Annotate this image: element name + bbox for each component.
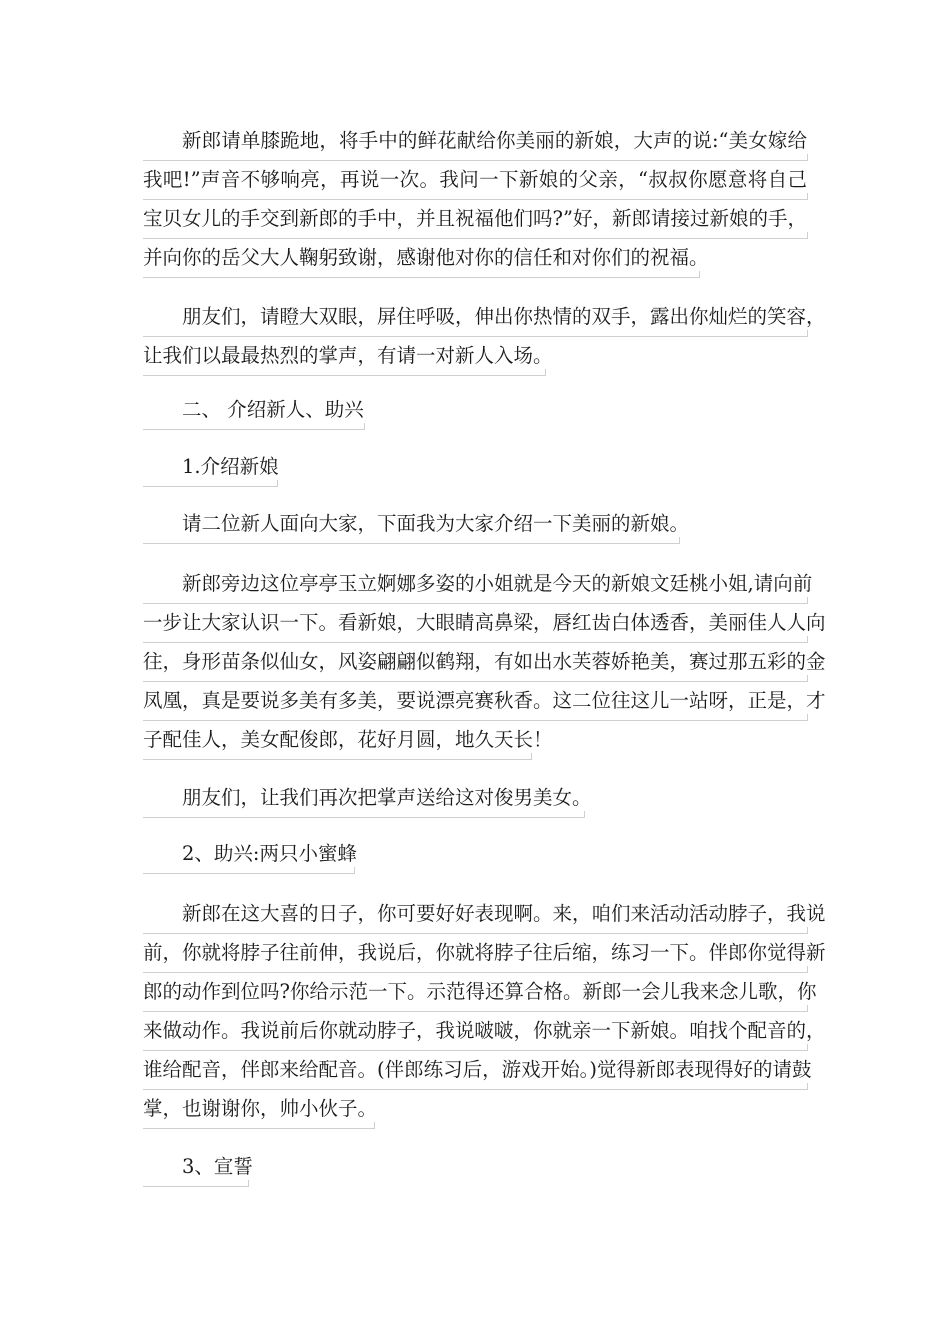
text-line: 新郎旁边这位亭亭玉立婀娜多姿的小姐就是今天的新娘文廷桃小姐,请向前 <box>143 564 807 603</box>
subsection-heading <box>143 447 807 486</box>
text-line: 3、宣誓 <box>143 1147 807 1186</box>
paragraph-bride-description <box>143 564 826 759</box>
paragraph-welcome-couple <box>143 297 826 375</box>
text-line: 谁给配音，伴郎来给配音。(伴郎练习后，游戏开始。)觉得新郎表现得好的请鼓 <box>143 1050 807 1089</box>
paragraph-kneel-flowers <box>143 121 807 277</box>
text-line: 子配佳人，美女配俊郎，花好月圆，地久天长！ <box>143 720 807 759</box>
text-line: 让我们以最最热烈的掌声，有请一对新人入场。 <box>143 336 807 375</box>
text-line: 朋友们，让我们再次把掌声送给这对俊男美女。 <box>143 778 807 817</box>
text-line: 二、 介绍新人、助兴 <box>143 390 807 429</box>
subsection-heading <box>143 1147 807 1186</box>
text-line: 来做动作。我说前后你就动脖子，我说啵啵，你就亲一下新娘。咱找个配音的， <box>143 1011 807 1050</box>
paragraph-intro-bride <box>143 504 807 543</box>
text-line: 朋友们，请瞪大双眼，屏住呼吸，伸出你热情的双手，露出你灿烂的笑容， <box>143 297 807 336</box>
text-line: 宝贝女儿的手交到新郎的手中，并且祝福他们吗?”好，新郎请接过新娘的手， <box>143 199 807 238</box>
text-line: 凤凰，真是要说多美有多美，要说漂亮赛秋香。这二位往这儿一站呀，正是，才 <box>143 681 807 720</box>
text-line: 往，身形苗条似仙女，风姿翩翩似鹤翔，有如出水芙蓉娇艳美，赛过那五彩的金 <box>143 642 807 681</box>
text-line: 请二位新人面向大家，下面我为大家介绍一下美丽的新娘。 <box>143 504 807 543</box>
text-line: 我吧!”声音不够响亮，再说一次。我问一下新娘的父亲，“叔叔你愿意将自己 <box>143 160 807 199</box>
text-line: 并向你的岳父大人鞠躬致谢，感谢他对你的信任和对你们的祝福。 <box>143 238 807 277</box>
text-line: 掌，也谢谢你，帅小伙子。 <box>143 1089 807 1128</box>
text-line: 新郎在这大喜的日子，你可要好好表现啊。来，咱们来活动活动脖子，我说 <box>143 894 807 933</box>
text-line: 2、助兴:两只小蜜蜂 <box>143 834 807 873</box>
paragraph-bee-game <box>143 894 826 1128</box>
text-line: 郎的动作到位吗?你给示范一下。示范得还算合格。新郎一会儿我来念儿歌，你 <box>143 972 807 1011</box>
section-heading <box>143 390 807 429</box>
text-line: 1.介绍新娘 <box>143 447 807 486</box>
subsection-heading <box>143 834 807 873</box>
text-line: 前，你就将脖子往前伸，我说后，你就将脖子往后缩，练习一下。伴郎你觉得新 <box>143 933 807 972</box>
paragraph-applause <box>143 778 807 817</box>
text-line: 新郎请单膝跪地，将手中的鲜花献给你美丽的新娘，大声的说:“美女嫁给 <box>143 121 807 160</box>
text-line: 一步让大家认识一下。看新娘，大眼睛高鼻梁，唇红齿白体透香，美丽佳人人向 <box>143 603 807 642</box>
